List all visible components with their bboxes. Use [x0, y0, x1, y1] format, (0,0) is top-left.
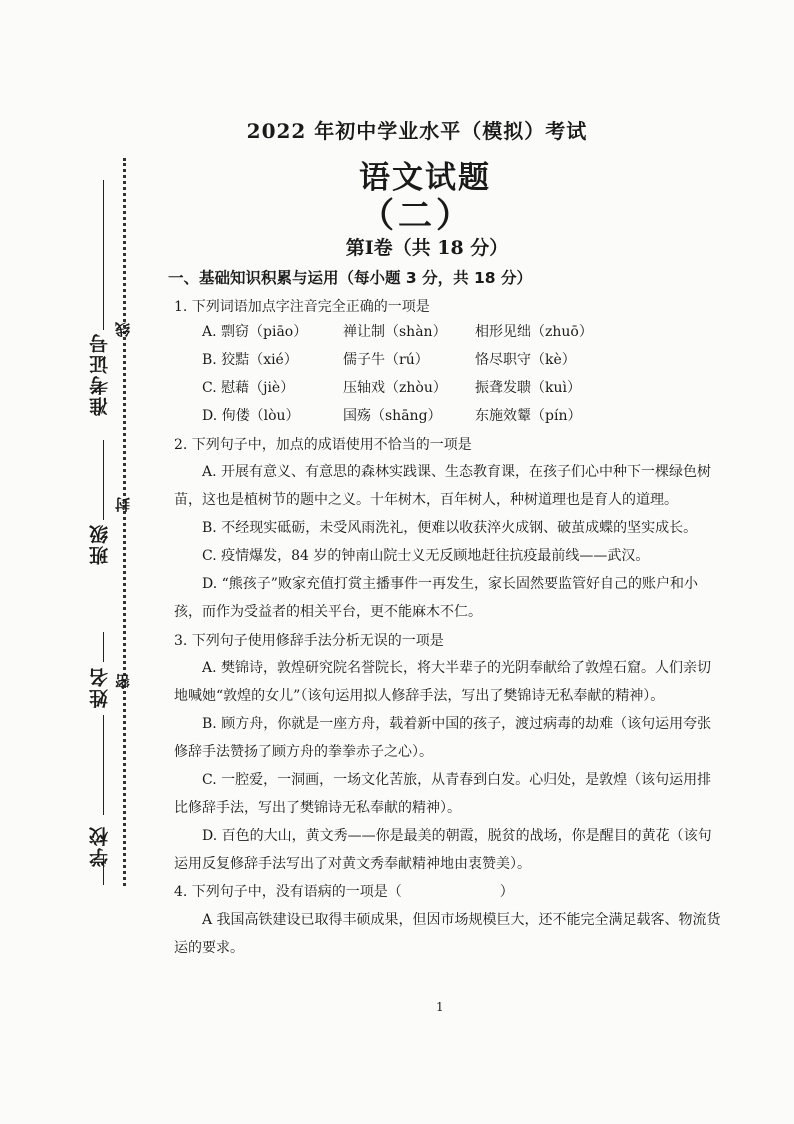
- mark-feng: 封: [114, 497, 132, 512]
- q1-a-2: 禅让制（shàn）: [343, 324, 447, 340]
- school-label: 学校: [89, 825, 111, 867]
- subject-title: 语文试题: [359, 160, 491, 196]
- q1-c-2: 压轴戏（zhòu）: [343, 380, 447, 396]
- q1-b-3: 恪尽职守（kè）: [475, 352, 576, 368]
- q1-d-3: 东施效颦（pín）: [475, 408, 582, 424]
- q1-b-1: B. 狡黠（xié）: [202, 352, 298, 368]
- q3-option-a: A. 樊锦诗，敦煌研究院名誉院长，将大半辈子的光阴奉献给了敦煌石窟。人们亲切地喊她“敦煌的女儿”（该句运用拟人修辞手法，写出了樊锦诗无私奉献的精神）。: [174, 660, 712, 704]
- volume-title: 第Ⅰ卷（共 18 分）: [345, 237, 509, 259]
- q4-option-a: A 我国高铁建设已取得丰硕成果，但因市场规模巨大，还不能完全满足载客、物流货运的要求。: [174, 912, 721, 956]
- q4-stem: 4. 下列句子中，没有语病的一项是（ ）: [174, 884, 514, 900]
- q3-option-c: C. 一腔爱，一洞画，一场文化苦旅，从青春到白发。心归处，是敦煌（该句运用排比修辞手法，写出了樊锦诗无私奉献的精神）。: [174, 772, 712, 816]
- q1-a-3: 相形见绌（zhuō）: [475, 324, 593, 340]
- q1-c-3: 振聋发聩（kuì）: [475, 380, 581, 396]
- name-underline-top: [103, 632, 104, 662]
- class-label: 班级: [89, 523, 111, 565]
- class-underline: [103, 440, 104, 520]
- page-number: 1: [436, 1000, 444, 1014]
- q2-option-c: C. 疫情爆发，84 岁的钟南山院士义无反顾地赶往抗疫最前线——武汉。: [202, 548, 650, 564]
- paper-number: （二）: [360, 196, 474, 236]
- mark-xian: 线: [114, 322, 132, 337]
- q3-option-d: D. 百色的大山，黄文秀——你是最美的朝霞，脱贫的战场，你是醒目的黄花（该句运用反复修辞手法写出了对黄文秀奉献精神地由衷赞美）。: [174, 828, 712, 872]
- binding-dotted-line: [123, 158, 126, 886]
- q2-option-a: A. 开展有意义、有意思的森林实践课、生态教育课，在孩子们心中种下一棵绿色树苗，这也是植树节的题中之义。十年树木，百年树人，种树道理也是育人的道理。: [174, 464, 712, 508]
- name-label: 姓名: [89, 666, 111, 708]
- q1-stem: 1. 下列词语加点字注音完全正确的一项是: [174, 299, 430, 315]
- q2-option-b: B. 不经现实砥砺，未受风雨洗礼，便难以收获淬火成钢、破茧成蝶的坚实成长。: [202, 520, 698, 536]
- q3-stem: 3. 下列句子使用修辞手法分析无误的一项是: [174, 633, 444, 649]
- mark-mi: 密: [114, 674, 132, 689]
- section-title: 一、基础知识积累与运用（每小题 3 分，共 18 分）: [168, 269, 532, 287]
- q1-d-2: 国殇（shāng）: [343, 408, 442, 424]
- q2-stem: 2. 下列句子中，加点的成语使用不恰当的一项是: [174, 437, 472, 453]
- q2-option-d: D. “熊孩子”败家充值打赏主播事件一再发生，家长固然要监管好自己的账户和小孩，而作为受益者的相关平台，更不能麻木不仁。: [174, 576, 698, 620]
- q1-a-1: A. 剽窃（piāo）: [202, 324, 308, 340]
- q1-d-1: D. 佝偻（lòu）: [202, 408, 300, 424]
- q1-c-1: C. 慰藉（jiè）: [202, 380, 295, 396]
- name-underline: [103, 715, 104, 815]
- q3-option-b: B. 顾方舟，你就是一座方舟，载着新中国的孩子，渡过病毒的劫难（该句运用夸张修辞手法赞扬了顾方舟的拳拳赤子之心）。: [174, 716, 712, 760]
- exam-title: 2022 年初中学业水平（模拟）考试: [246, 119, 588, 143]
- q1-b-2: 儒子牛（rú）: [343, 352, 429, 368]
- exam-no-label: 准考证号: [89, 332, 111, 416]
